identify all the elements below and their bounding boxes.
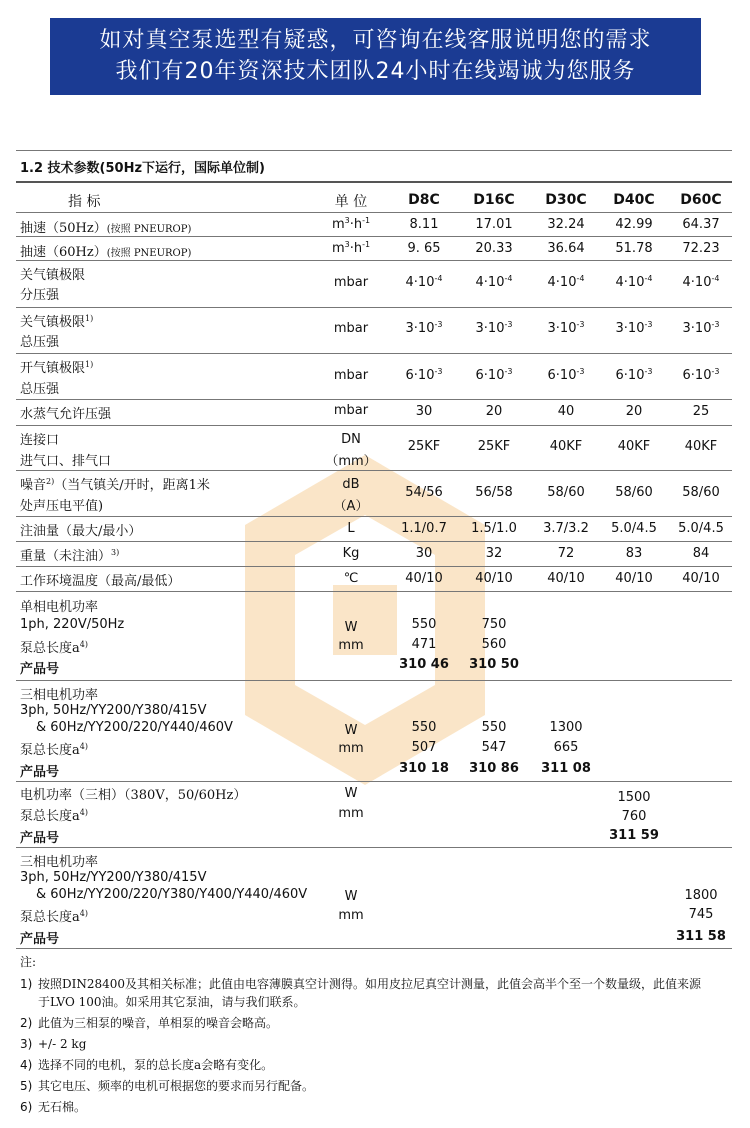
row-total-closed-d60c: $3\cdot 10^{-3}$ — [682, 320, 720, 336]
motor-d60-length: 745 — [688, 907, 714, 922]
motor-d40-power: 1500 — [617, 790, 651, 805]
note-1-cont: 于LVO 100油。如采用其它泵油，请与我们联系。 — [38, 995, 306, 1009]
motor3-unit-w: W — [344, 723, 358, 738]
row-noise-d16c: 56/58 — [475, 485, 513, 500]
row-temp-label: 工作环境温度（最高/最低） — [20, 574, 181, 589]
motor3-title: 三相电机功率 — [20, 688, 99, 703]
row-connection-label2: 进气口、排气口 — [20, 454, 112, 469]
row-total-closed-d30c: $3\cdot 10^{-3}$ — [547, 320, 585, 336]
motor-d60-product-label: 产品号 — [20, 932, 60, 947]
motor-d40-title: 电机功率（三相）（380V，50/60Hz） — [20, 788, 247, 803]
motor1-spec: 1ph, 220V/50Hz — [20, 617, 125, 632]
row-noise-unit1: dB — [342, 477, 360, 492]
motor1-power-d16c: 750 — [481, 617, 507, 632]
row-oil-d60c: 5.0/4.5 — [678, 521, 724, 536]
motor-d40-length: 760 — [621, 809, 647, 824]
motor3-power-d16c: 550 — [481, 720, 507, 735]
row-speed50-d30c: 32.24 — [547, 217, 585, 232]
row-temp-d40c: 40/10 — [615, 571, 653, 586]
row-total-open-d40c: $6\cdot 10^{-3}$ — [615, 367, 653, 383]
row-partial-unit: mbar — [333, 275, 369, 290]
row-weight-d60c: 84 — [692, 546, 710, 561]
row-oil-d30c: 3.7/3.2 — [543, 521, 589, 536]
row-temp-unit: ℃ — [343, 571, 359, 586]
row-connection-d8c: 25KF — [407, 439, 441, 454]
row-speed50-d60c: 64.37 — [682, 217, 720, 232]
row-speed50-d16c: 17.01 — [475, 217, 513, 232]
row-speed60-label: 抽速（60Hz）(按照 PNEUROP) — [20, 245, 192, 260]
row-total-open-d8c: $6\cdot 10^{-3}$ — [405, 367, 443, 383]
row-oil-d40c: 5.0/4.5 — [611, 521, 657, 536]
row-partial-label2: 分压强 — [20, 288, 60, 303]
motor-d60-power: 1800 — [684, 888, 718, 903]
note-5: 5) 其它电压、频率的电机可根据您的要求而另行配备。 — [20, 1079, 315, 1093]
motor3-length-label: 泵总长度$a^{4)}$ — [20, 742, 88, 758]
motor1-power-d8c: 550 — [411, 617, 437, 632]
header-model-d16c: D16C — [473, 192, 515, 208]
motor3-product-d16c: 310 86 — [469, 761, 519, 776]
row-vapor-label: 水蒸气允许压强 — [20, 407, 112, 422]
motor3-spec2: & 60Hz/YY200/220/Y440/460V — [36, 720, 233, 735]
row-total-closed-label1: 关气镇极限$^{1)}$ — [20, 314, 94, 330]
row-speed50-d8c: 8.11 — [409, 217, 439, 232]
motor1-length-label: 泵总长度$a^{4)}$ — [20, 640, 88, 656]
row-noise-d40c: 58/60 — [615, 485, 653, 500]
row-speed50-unit: $m^3\cdot h^{-1}$ — [331, 216, 371, 232]
row-noise-unit2: （A） — [333, 499, 369, 514]
row-partial-d60c: $4\cdot 10^{-4}$ — [682, 274, 720, 290]
motor3-product-d30c: 311 08 — [541, 761, 591, 776]
motor1-product-label: 产品号 — [20, 662, 60, 677]
row-total-open-d60c: $6\cdot 10^{-3}$ — [682, 367, 720, 383]
motor-d40-product: 311 59 — [609, 828, 659, 843]
row-speed50-label: 抽速（50Hz）(按照 PNEUROP) — [20, 221, 192, 236]
motor-d60-spec2: & 60Hz/YY200/220/Y380/Y400/Y440/460V — [36, 887, 308, 902]
row-total-open-d30c: $6\cdot 10^{-3}$ — [547, 367, 585, 383]
row-temp-d8c: 40/10 — [405, 571, 443, 586]
motor3-product-label: 产品号 — [20, 765, 60, 780]
motor1-product-d16c: 310 50 — [469, 657, 519, 672]
row-total-open-label2: 总压强 — [20, 382, 60, 397]
row-connection-d30c: 40KF — [549, 439, 583, 454]
row-vapor-d16c: 20 — [485, 404, 503, 419]
row-partial-label1: 关气镇极限 — [20, 268, 86, 283]
row-vapor-d30c: 40 — [557, 404, 575, 419]
row-weight-label: 重量（未注油）$^{3)}$ — [20, 548, 120, 564]
motor-d60-unit-w: W — [344, 889, 358, 904]
row-temp-d30c: 40/10 — [547, 571, 585, 586]
header-model-d8c: D8C — [408, 192, 440, 208]
header-indicator: 指 标 — [68, 194, 101, 210]
row-speed60-d30c: 36.64 — [547, 241, 585, 256]
row-vapor-d8c: 30 — [415, 404, 433, 419]
motor-d40-length-label: 泵总长度$a^{4)}$ — [20, 808, 88, 824]
row-partial-d16c: $4\cdot 10^{-4}$ — [475, 274, 513, 290]
row-connection-label1: 连接口 — [20, 433, 60, 448]
row-weight-d30c: 72 — [557, 546, 575, 561]
row-vapor-unit: mbar — [333, 403, 369, 418]
note-2: 2) 此值为三相泵的噪音，单相泵的噪音会略高。 — [20, 1016, 279, 1030]
motor3-length-d30c: 665 — [553, 740, 579, 755]
row-weight-d8c: 30 — [415, 546, 433, 561]
motor3-unit-mm: mm — [338, 741, 364, 756]
row-connection-unit2: （mm） — [325, 454, 377, 469]
row-speed50-d40c: 42.99 — [615, 217, 653, 232]
row-total-open-label1: 开气镇极限$^{1)}$ — [20, 360, 94, 376]
motor-d60-product: 311 58 — [676, 929, 726, 944]
row-noise-label1: 噪音$^{2)}$（当气镇关/开时，距离1米 — [20, 477, 210, 493]
motor-d40-unit-mm: mm — [338, 806, 364, 821]
row-total-closed-unit: mbar — [333, 321, 369, 336]
row-weight-d16c: 32 — [485, 546, 503, 561]
header-unit: 单 位 — [334, 194, 368, 210]
row-partial-d30c: $4\cdot 10^{-4}$ — [547, 274, 585, 290]
row-speed60-d16c: 20.33 — [475, 241, 513, 256]
row-connection-d16c: 25KF — [477, 439, 511, 454]
row-total-closed-d16c: $3\cdot 10^{-3}$ — [475, 320, 513, 336]
note-1: 1) 按照DIN28400及其相关标准；此值由电容薄膜真空计测得。如用皮拉尼真空计测量，此值会高半个至一个数量级，此值来源 — [20, 977, 702, 991]
motor3-length-d16c: 547 — [481, 740, 507, 755]
notes-title: 注: — [20, 955, 37, 969]
row-oil-d8c: 1.1/0.7 — [401, 521, 447, 536]
motor3-length-d8c: 507 — [411, 740, 437, 755]
row-weight-unit: Kg — [342, 546, 360, 561]
note-6: 6) 无石棉。 — [20, 1100, 87, 1114]
row-speed60-d8c: 9. 65 — [407, 241, 441, 256]
row-speed60-unit: $m^3\cdot h^{-1}$ — [331, 240, 371, 256]
row-oil-d16c: 1.5/1.0 — [471, 521, 517, 536]
row-connection-unit1: DN — [341, 432, 361, 447]
row-noise-d60c: 58/60 — [682, 485, 720, 500]
row-connection-d60c: 40KF — [684, 439, 718, 454]
row-total-closed-d8c: $3\cdot 10^{-3}$ — [405, 320, 443, 336]
note-4: 4) 选择不同的电机，泵的总长度a会略有变化。 — [20, 1058, 274, 1072]
motor1-length-d16c: 560 — [481, 637, 507, 652]
note-3: 3) +/- 2 kg — [20, 1037, 87, 1051]
motor1-unit-w: W — [344, 620, 358, 635]
row-vapor-d40c: 20 — [625, 404, 643, 419]
motor-d40-product-label: 产品号 — [20, 831, 60, 846]
banner — [50, 18, 701, 95]
header-model-d30c: D30C — [545, 192, 587, 208]
row-partial-d8c: $4\cdot 10^{-4}$ — [405, 274, 443, 290]
motor-d60-unit-mm: mm — [338, 908, 364, 923]
motor3-power-d30c: 1300 — [549, 720, 583, 735]
row-oil-unit: L — [347, 521, 355, 536]
motor-d60-length-label: 泵总长度$a^{4)}$ — [20, 909, 88, 925]
motor-d40-unit-w: W — [344, 786, 358, 801]
motor-d60-spec1: 3ph, 50Hz/YY200/Y380/415V — [20, 870, 207, 885]
row-noise-d30c: 58/60 — [547, 485, 585, 500]
header-model-d40c: D40C — [613, 192, 655, 208]
row-vapor-d60c: 25 — [692, 404, 710, 419]
row-oil-label: 注油量（最大/最小） — [20, 524, 142, 539]
motor3-product-d8c: 310 18 — [399, 761, 449, 776]
motor1-product-d8c: 310 46 — [399, 657, 449, 672]
row-connection-d40c: 40KF — [617, 439, 651, 454]
header-model-d60c: D60C — [680, 192, 722, 208]
row-partial-d40c: $4\cdot 10^{-4}$ — [615, 274, 653, 290]
motor-d60-title: 三相电机功率 — [20, 855, 99, 870]
row-temp-d60c: 40/10 — [682, 571, 720, 586]
section-title: 1.2 技术参数(50Hz下运行，国际单位制) — [20, 161, 265, 176]
row-noise-label2: 处声压电平值) — [20, 499, 104, 514]
row-noise-d8c: 54/56 — [405, 485, 443, 500]
row-speed60-d60c: 72.23 — [682, 241, 720, 256]
row-total-open-unit: mbar — [333, 368, 369, 383]
banner-line-2: 我们有20年资深技术团队24小时在线竭诚为您服务 — [115, 59, 636, 84]
motor1-title: 单相电机功率 — [20, 600, 99, 615]
row-total-closed-label2: 总压强 — [20, 335, 60, 350]
row-weight-d40c: 83 — [625, 546, 643, 561]
motor1-length-d8c: 471 — [411, 637, 437, 652]
motor3-power-d8c: 550 — [411, 720, 437, 735]
row-speed60-d40c: 51.78 — [615, 241, 653, 256]
motor1-unit-mm: mm — [338, 638, 364, 653]
row-total-open-d16c: $6\cdot 10^{-3}$ — [475, 367, 513, 383]
row-total-closed-d40c: $3\cdot 10^{-3}$ — [615, 320, 653, 336]
banner-line-1: 如对真空泵选型有疑惑，可咨询在线客服说明您的需求 — [99, 28, 652, 53]
row-temp-d16c: 40/10 — [475, 571, 513, 586]
motor3-spec1: 3ph, 50Hz/YY200/Y380/415V — [20, 703, 207, 718]
